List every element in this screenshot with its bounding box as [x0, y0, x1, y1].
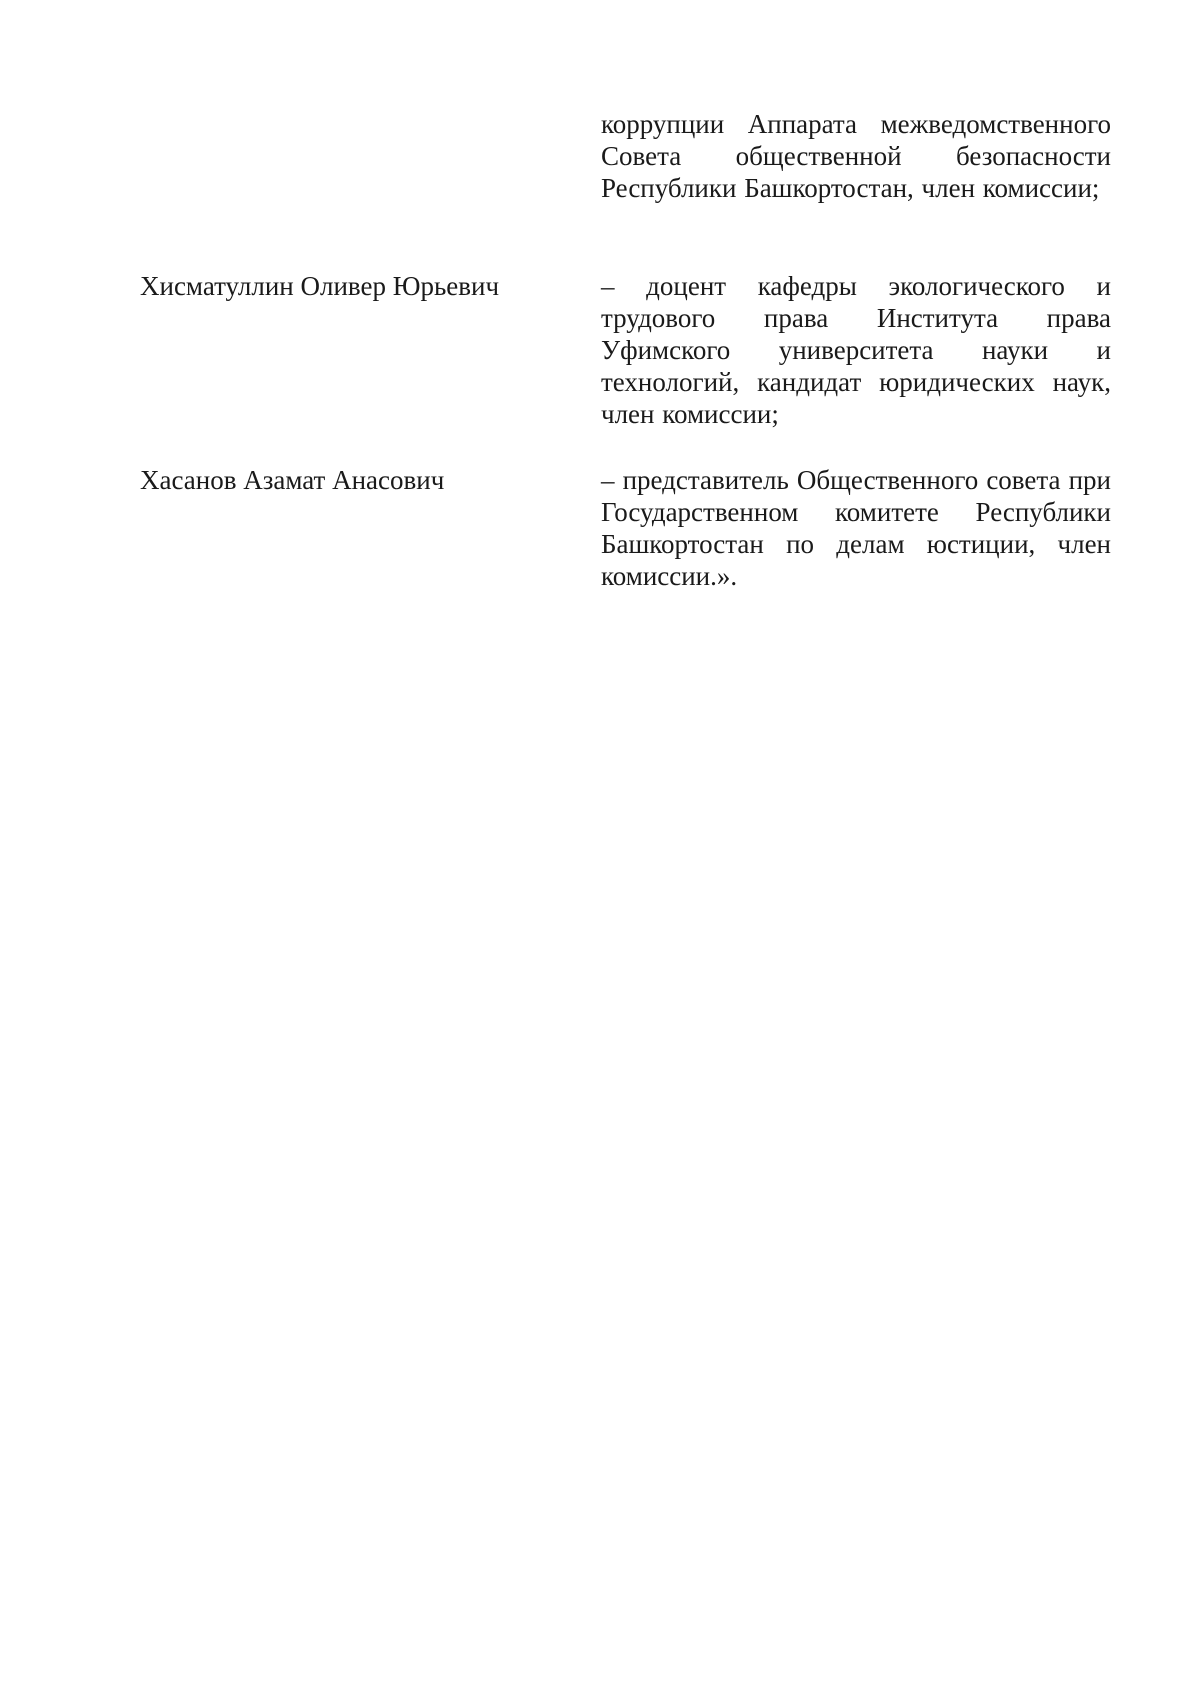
member-description: – доцент кафедры экологического и трудового права Института права Уфимского университета науки и технологий, кандидат юридических наук, член комиссии; — [601, 271, 1111, 429]
member-name: Хисматуллин Оливер Юрьевич — [140, 271, 500, 301]
member-description: – представитель Общественного совета при Государственном комитете Республики Башкортостан по делам юстиции, член комиссии.». — [601, 465, 1111, 591]
member-description: коррупции Аппарата межведомственного Совета общественной безопасности Республики Башкортостан, член комиссии; — [601, 109, 1111, 203]
member-name: Хасанов Азамат Анасович — [140, 465, 445, 495]
